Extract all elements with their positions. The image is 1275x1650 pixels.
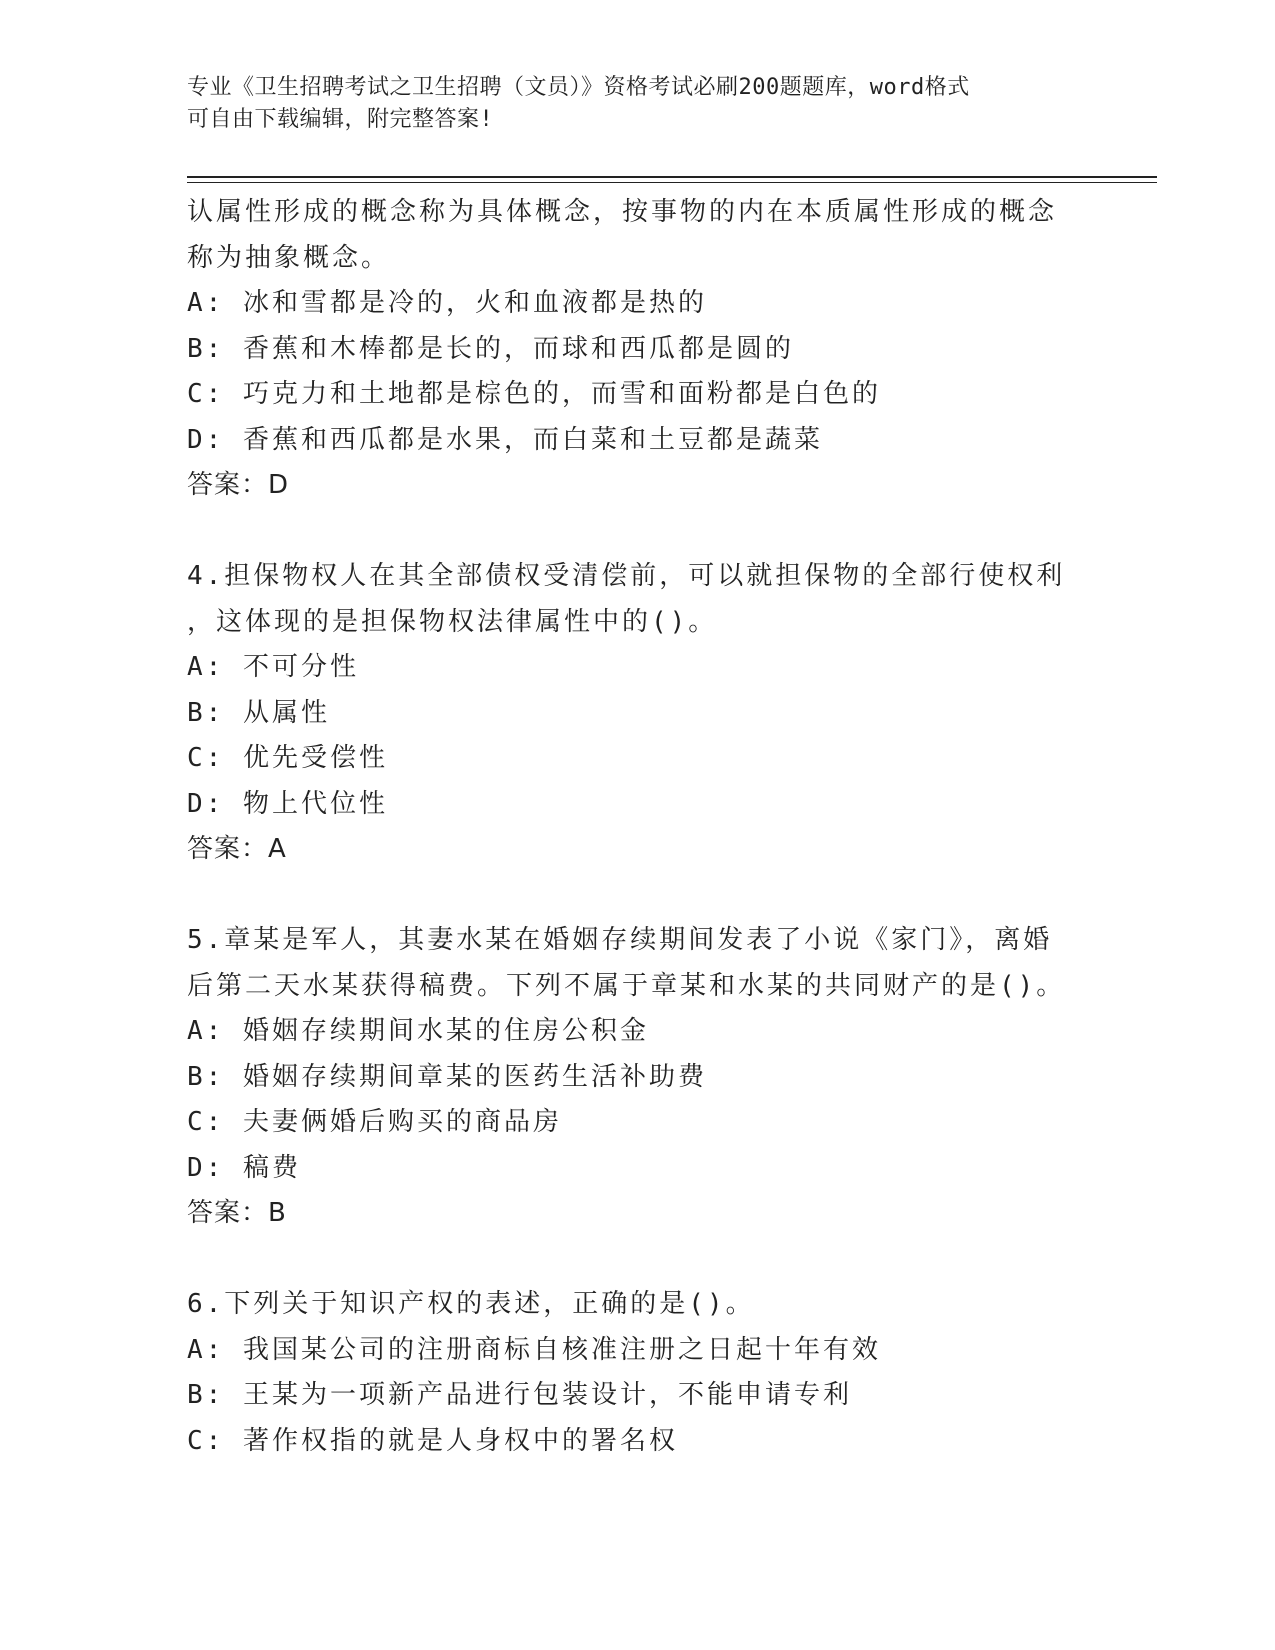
question-5 <box>187 918 1087 1237</box>
option-b: B: 婚姻存续期间章某的医药生活补助费 <box>187 1061 707 1092</box>
question-text: 4.担保物权人在其全部债权受清偿前，可以就担保物的全部行使权利 <box>187 561 1066 591</box>
option-c: C: 著作权指的就是人身权中的署名权 <box>187 1425 678 1456</box>
option-a: A: 冰和雪都是冷的，火和血液都是热的 <box>187 288 707 318</box>
question-3-continued <box>187 190 1087 509</box>
question-6 <box>187 1282 1087 1464</box>
question-content <box>187 190 1087 1464</box>
option-a: A: 婚姻存续期间水某的住房公积金 <box>187 1016 649 1046</box>
option-d: D: 稿费 <box>187 1152 301 1183</box>
spacer <box>187 509 1087 555</box>
header-divider-thin <box>187 182 1157 183</box>
spacer <box>187 873 1087 919</box>
question-4 <box>187 554 1087 873</box>
spacer <box>187 1237 1087 1283</box>
question-text: 6.下列关于知识产权的表述，正确的是()。 <box>187 1289 755 1319</box>
option-b: B: 王某为一项新产品进行包装设计，不能申请专利 <box>187 1380 852 1410</box>
question-text: 认属性形成的概念称为具体概念，按事物的内在本质属性形成的概念 <box>187 197 1058 227</box>
option-d: D: 香蕉和西瓜都是水果，而白菜和土豆都是蔬菜 <box>187 424 823 455</box>
header-line-1: 专业《卫生招聘考试之卫生招聘（文员）》资格考试必刷200题题库，word格式 <box>187 75 970 100</box>
option-b: B: 香蕉和木棒都是长的，而球和西瓜都是圆的 <box>187 333 794 364</box>
answer-text: 答案：A <box>187 834 287 864</box>
question-text: ，这体现的是担保物权法律属性中的()。 <box>187 606 718 637</box>
option-d: D: 物上代位性 <box>187 788 388 819</box>
document-header <box>187 72 1087 136</box>
question-text: 5.章某是军人，其妻水某在婚姻存续期间发表了小说《家门》，离婚 <box>187 925 1053 955</box>
question-text: 称为抽象概念。 <box>187 242 391 273</box>
option-c: C: 巧克力和土地都是棕色的，而雪和面粉都是白色的 <box>187 379 881 409</box>
option-c: C: 优先受偿性 <box>187 743 388 773</box>
header-line-2: 可自由下载编辑，附完整答案! <box>187 107 494 132</box>
option-a: A: 我国某公司的注册商标自核准注册之日起十年有效 <box>187 1334 881 1365</box>
answer-text: 答案：B <box>187 1198 287 1228</box>
question-text: 后第二天水某获得稿费。下列不属于章某和水某的共同财产的是()。 <box>187 970 1066 1001</box>
option-a: A: 不可分性 <box>187 652 359 682</box>
answer-text: 答案：D <box>187 470 290 500</box>
option-b: B: 从属性 <box>187 697 330 728</box>
header-divider-thick <box>187 176 1157 178</box>
option-c: C: 夫妻俩婚后购买的商品房 <box>187 1107 562 1137</box>
